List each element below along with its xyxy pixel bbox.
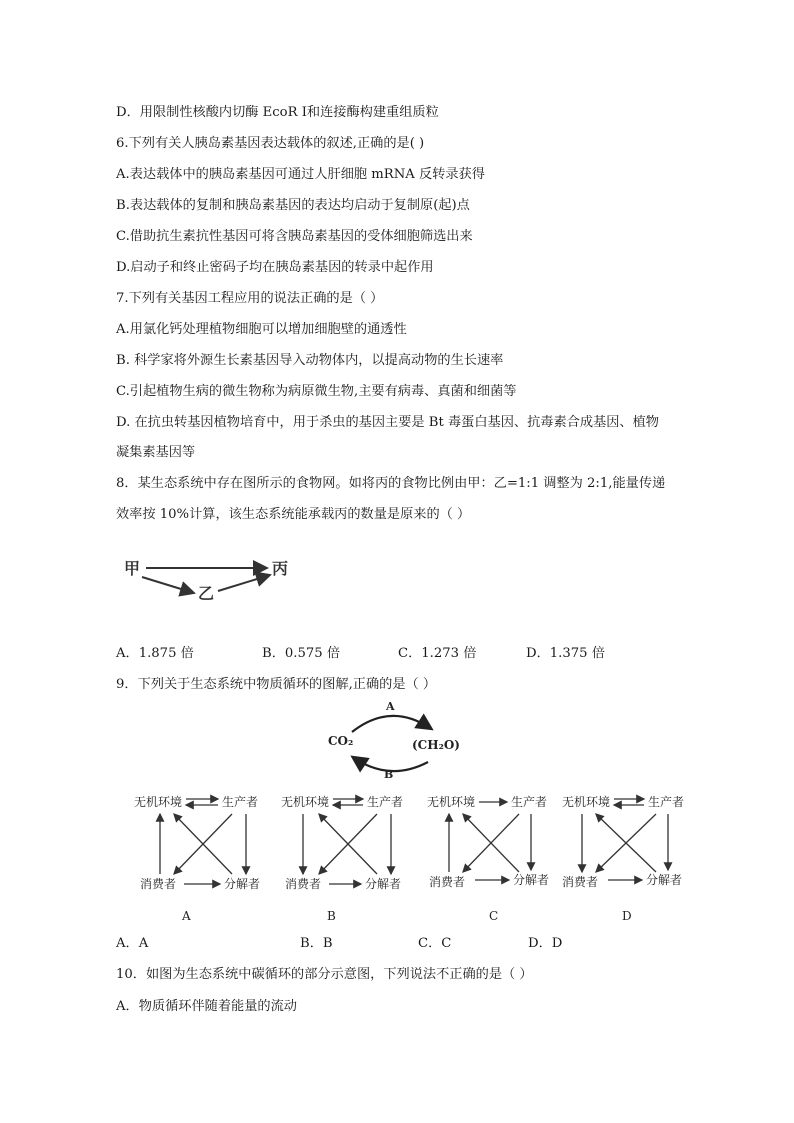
q8-option-b: B．0.575 倍 [262, 646, 341, 661]
q9-option-a: A．A [116, 936, 149, 951]
inorganic-environment-label: 无机环境 [562, 795, 611, 809]
q6-option-d: D.启动子和终止密码子均在胰岛素基因的转录中起作用 [116, 260, 434, 275]
q9-stem: 9．下列关于生态系统中物质循环的图解,正确的是（ ） [116, 677, 437, 692]
q9-arrow-a-label: A [386, 700, 395, 713]
consumer-label: 消费者 [285, 877, 322, 891]
q9-ch2o-label: (CH₂O) [412, 738, 460, 752]
inorganic-environment-label: 无机环境 [281, 795, 330, 809]
q8-stem-cont: 效率按 10%计算，该生态系统能承载丙的数量是原来的（ ） [116, 507, 471, 522]
q9-diagram-b-label: B [327, 909, 336, 923]
producer-label: 生产者 [222, 795, 259, 809]
q7-option-a: A.用氯化钙处理植物细胞可以增加细胞壁的通透性 [116, 322, 407, 337]
q9-diagram-set [120, 788, 700, 928]
q9-arrow-b-label: B [384, 768, 394, 780]
consumer-label: 消费者 [140, 877, 177, 891]
q8-node-jia: 甲 [124, 559, 141, 578]
q6-option-c: C.借助抗生素抗性基因可将含胰岛素基因的受体细胞筛选出来 [116, 229, 473, 244]
q9-option-d: D．D [528, 936, 563, 951]
q9-co2-label: CO₂ [328, 734, 354, 748]
q9-option-c: C．C [418, 936, 452, 951]
inorganic-environment-label: 无机环境 [427, 795, 476, 809]
consumer-label: 消费者 [429, 875, 466, 889]
inorganic-environment-label: 无机环境 [134, 795, 183, 809]
q8-option-c: C．1.273 倍 [398, 646, 477, 661]
q9-option-b: B．B [300, 936, 333, 951]
producer-label: 生产者 [648, 795, 685, 809]
q10-stem: 10．如图为生态系统中碳循环的部分示意图，下列说法不正确的是（ ） [116, 967, 533, 982]
q8-arrow-jia-yi [142, 577, 194, 593]
q7-option-c: C.引起植物生病的微生物称为病原微生物,主要有病毒、真菌和细菌等 [116, 384, 517, 399]
q6-stem: 6.下列有关人胰岛素基因表达载体的叙述,正确的是( ) [116, 136, 425, 151]
q8-option-d: D．1.375 倍 [526, 646, 605, 661]
producer-label: 生产者 [367, 795, 404, 809]
decomposer-label: 分解者 [513, 873, 550, 887]
q7-stem: 7.下列有关基因工程应用的说法正确的是（ ） [116, 291, 384, 306]
q9-diagram-a [134, 794, 260, 923]
q9-diagram-d-label: D [622, 909, 632, 923]
q7-option-d-cont: 凝集素基因等 [116, 445, 196, 460]
decomposer-label: 分解者 [224, 877, 261, 891]
q6-option-b: B.表达载体的复制和胰岛素基因的表达均启动于复制原(起)点 [116, 198, 470, 213]
decomposer-label: 分解者 [646, 873, 683, 887]
q8-stem: 8．某生态系统中存在图所示的食物网。如将丙的食物比例由甲：乙=1:1 调整为 2:1,能量传递 [116, 476, 666, 491]
q8-arrow-yi-bing [218, 575, 270, 591]
q8-node-bing: 丙 [272, 559, 289, 578]
q9-diagram-c-label: C [489, 909, 499, 923]
q9-diagram-a-label: A [182, 909, 191, 923]
q9-diagram-c [427, 794, 549, 923]
q6-option-a: A.表达载体中的胰岛素基因可通过人肝细胞 mRNA 反转录获得 [116, 167, 485, 182]
q10-option-a: A．物质循环伴随着能量的流动 [116, 999, 297, 1014]
q9-diagram-d [562, 794, 684, 923]
decomposer-label: 分解者 [365, 877, 402, 891]
q5-option-d: D．用限制性核酸内切酶 EcoR Ⅰ和连接酶构建重组质粒 [116, 105, 439, 120]
q7-option-b: B. 科学家将外源生长素基因导入动物体内，以提高动物的生长速率 [116, 353, 504, 368]
q9-diagram-b [281, 794, 403, 923]
producer-label: 生产者 [511, 795, 548, 809]
q9-arrow-a [352, 716, 430, 732]
q9-carbon-cycle-diagram [320, 698, 480, 780]
q8-option-a: A．1.875 倍 [116, 646, 194, 661]
consumer-label: 消费者 [562, 875, 599, 889]
q7-option-d: D. 在抗虫转基因植物培育中，用于杀虫的基因主要是 Bt 毒蛋白基因、抗毒素合成基因、植物 [116, 415, 659, 430]
q8-food-web-diagram [120, 555, 300, 605]
q8-node-yi: 乙 [198, 584, 215, 603]
